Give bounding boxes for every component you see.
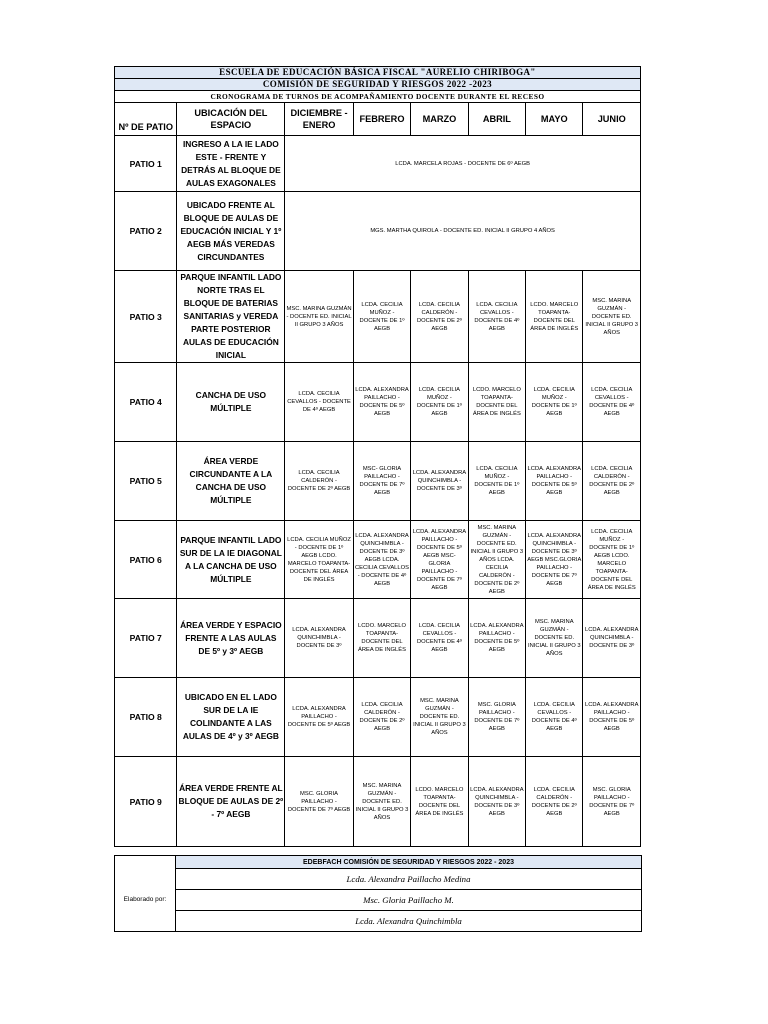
patio-number: PATIO 6 xyxy=(115,521,177,599)
assigned-teacher: MSC. MARINA GUZMÁN - DOCENTE ED. INICIAL II GRUPO 3 AÑOS xyxy=(526,599,583,678)
assigned-teacher: MSC. MARINA GUZMÁN - DOCENTE ED. INICIAL II GRUPO 3 AÑOS xyxy=(583,271,641,363)
commission-title: COMISIÓN DE SEGURIDAD Y RIESGOS 2022 -2023 xyxy=(115,79,641,91)
assigned-teacher: LCDA. CECILIA CEVALLOS - DOCENTE DE 4º AEGB xyxy=(526,678,583,757)
assigned-teacher: LCDA. CECILIA CEVALLOS - DOCENTE DE 4º AEGB xyxy=(285,363,354,442)
location-text: PARQUE INFANTIL LADO NORTE TRAS EL BLOQUE DE BATERIAS SANITARIAS y VEREDA PARTE POSTERIOR AULAS DE EDUCACIÓN INICIAL xyxy=(177,271,285,363)
assigned-teacher: LCDA. CECILIA CALDERÓN - DOCENTE DE 2º AEGB xyxy=(285,442,354,521)
schedule-document xyxy=(114,66,642,847)
location-text: CANCHA DE USO MÚLTIPLE xyxy=(177,363,285,442)
location-text: UBICADO EN EL LADO SUR DE LA IE COLINDANTE A LAS AULAS DE 4º y 3º AEGB xyxy=(177,678,285,757)
assigned-teacher: MSC. MARINA GUZMÁN - DOCENTE ED. INICIAL II GRUPO 3 AÑOS LCDA. CECILIA CALDERÓN - DOCENTE DE 2º AEGB xyxy=(468,521,525,599)
assigned-teacher: MSC. GLORIA PAILLACHO - DOCENTE DE 7º AEGB xyxy=(583,757,641,847)
assigned-teacher: LCDO. MARCELO TOAPANTA- DOCENTE DEL ÁREA DE INGLÉS xyxy=(526,271,583,363)
table-row xyxy=(115,757,641,847)
patio-number: PATIO 3 xyxy=(115,271,177,363)
assigned-teacher: LCDA. CECILIA CEVALLOS - DOCENTE DE 4º AEGB xyxy=(411,599,468,678)
prepared-by-label: Elaborado por: xyxy=(115,869,176,932)
table-row xyxy=(115,136,641,192)
col-dic-ene: DICIEMBRE - ENERO xyxy=(285,103,354,136)
assigned-teacher: LCDA. CECILIA CALDERÓN - DOCENTE DE 2º AEGB xyxy=(353,678,410,757)
location-text: UBICADO FRENTE AL BLOQUE DE AULAS DE EDUCACIÓN INICIAL Y 1º AEGB MÁS VEREDAS CIRCUNDANTES xyxy=(177,192,285,271)
assigned-teacher: LCDA. CECILIA CALDERÓN - DOCENTE DE 2º AEGB xyxy=(583,442,641,521)
footer-title: EDEBFACH COMISIÓN DE SEGURIDAD Y RIESGOS 2022 - 2023 xyxy=(176,856,642,869)
assigned-teacher: LCDA. CECILIA CEVALLOS - DOCENTE DE 4º AEGB xyxy=(468,271,525,363)
assigned-teacher: LCDA. ALEXANDRA QUINCHIMBLA - DOCENTE DE 3º AEGB LCDA. CECILIA CEVALLOS - DOCENTE DE 4º AEGB xyxy=(353,521,410,599)
assigned-teacher: LCDA. ALEXANDRA QUINCHIMBLA - DOCENTE DE 3º AEGB MSC.GLORIA PAILLACHO - DOCENTE DE 7º AEGB xyxy=(526,521,583,599)
table-row xyxy=(115,678,641,757)
location-text: PARQUE INFANTIL LADO SUR DE LA IE DIAGONAL A LA CANCHA DE USO MÚLTIPLE xyxy=(177,521,285,599)
assigned-teacher: LCDA. MARCELA ROJAS - DOCENTE DE 6º AEGB xyxy=(285,136,641,192)
schedule-title: CRONOGRAMA DE TURNOS DE ACOMPAÑAMIENTO DOCENTE DURANTE EL RECESO xyxy=(115,91,641,103)
assigned-teacher: LCDA. ALEXANDRA QUINCHIMBLA - DOCENTE DE 3º xyxy=(583,599,641,678)
assigned-teacher: LCDA. CECILIA CALDERÓN - DOCENTE DE 2º AEGB xyxy=(526,757,583,847)
assigned-teacher: LCDO. MARCELO TOAPANTA- DOCENTE DEL ÁREA DE INGLÉS xyxy=(411,757,468,847)
col-patio: Nº DE PATIO xyxy=(115,103,177,136)
col-feb: FEBRERO xyxy=(353,103,410,136)
location-text: ÁREA VERDE Y ESPACIO FRENTE A LAS AULAS DE 5º y 3º AEGB xyxy=(177,599,285,678)
table-row xyxy=(115,442,641,521)
table-row xyxy=(115,271,641,363)
assigned-teacher: LCDA. CECILIA CALDERÓN - DOCENTE DE 2º AEGB xyxy=(411,271,468,363)
col-abr: ABRIL xyxy=(468,103,525,136)
assigned-teacher: LCDA. CECILIA CEVALLOS - DOCENTE DE 4º AEGB xyxy=(583,363,641,442)
assigned-teacher: LCDA. CECILIA MUÑOZ - DOCENTE DE 1º AEGB xyxy=(353,271,410,363)
assigned-teacher: MSC- GLORIA PAILLACHO - DOCENTE DE 7º AEGB xyxy=(353,442,410,521)
patio-number: PATIO 2 xyxy=(115,192,177,271)
assigned-teacher: LCDA. ALEXANDRA QUINCHIMBLA - DOCENTE DE 3º xyxy=(285,599,354,678)
assigned-teacher: LCDO. MARCELO TOAPANTA- DOCENTE DEL ÁREA DE INGLÉS xyxy=(468,363,525,442)
assigned-teacher: MSC. MARINA GUZMÁN - DOCENTE ED. INICIAL II GRUPO 3 AÑOS xyxy=(411,678,468,757)
assigned-teacher: LCDA. ALEXANDRA PAILLACHO - DOCENTE DE 5º AEGB xyxy=(583,678,641,757)
signature-name: Msc. Gloria Paillacho M. xyxy=(176,890,642,911)
signature-block xyxy=(114,855,642,932)
assigned-teacher: MGS. MARTHA QUIROLA - DOCENTE ED. INICIAL II GRUPO 4 AÑOS xyxy=(285,192,641,271)
patio-number: PATIO 5 xyxy=(115,442,177,521)
location-text: ÁREA VERDE FRENTE AL BLOQUE DE AULAS DE 2º - 7º AEGB xyxy=(177,757,285,847)
assigned-teacher: LCDA. CECILIA MUÑOZ - DOCENTE DE 1º AEGB LCDO. MARCELO TOAPANTA- DOCENTE DEL ÁREA DE INGLÉS xyxy=(285,521,354,599)
assigned-teacher: LCDA. ALEXANDRA PAILLACHO - DOCENTE DE 5º AEGB xyxy=(526,442,583,521)
table-row xyxy=(115,192,641,271)
location-text: INGRESO A LA IE LADO ESTE - FRENTE Y DETRÁS AL BLOQUE DE AULAS EXAGONALES xyxy=(177,136,285,192)
table-row xyxy=(115,521,641,599)
col-mar: MARZO xyxy=(411,103,468,136)
assigned-teacher: LCDA. ALEXANDRA PAILLACHO - DOCENTE DE 5º AEGB xyxy=(353,363,410,442)
document-header xyxy=(114,66,641,103)
assigned-teacher: MSC. GLORIA PAILLACHO - DOCENTE DE 7º AEGB xyxy=(468,678,525,757)
patio-number: PATIO 4 xyxy=(115,363,177,442)
table-row xyxy=(115,599,641,678)
schedule-table xyxy=(114,102,641,847)
col-jun: JUNIO xyxy=(583,103,641,136)
school-name: ESCUELA DE EDUCACIÓN BÁSICA FISCAL "AURELIO CHIRIBOGA" xyxy=(115,67,641,79)
assigned-teacher: LCDO. MARCELO TOAPANTA- DOCENTE DEL ÁREA DE INGLÉS xyxy=(353,599,410,678)
assigned-teacher: MSC. GLORIA PAILLACHO - DOCENTE DE 7º AEGB xyxy=(285,757,354,847)
signature-name: Lcda. Alexandra Quinchimbla xyxy=(176,911,642,932)
assigned-teacher: LCDA. CECILIA MUÑOZ - DOCENTE DE 1º AEGB xyxy=(468,442,525,521)
patio-number: PATIO 8 xyxy=(115,678,177,757)
patio-number: PATIO 1 xyxy=(115,136,177,192)
assigned-teacher: LCDA. ALEXANDRA QUINCHIMBLA - DOCENTE DE 3º xyxy=(411,442,468,521)
patio-number: PATIO 9 xyxy=(115,757,177,847)
assigned-teacher: LCDA. CECILIA MUÑOZ - DOCENTE DE 1º AEGB xyxy=(526,363,583,442)
patio-number: PATIO 7 xyxy=(115,599,177,678)
assigned-teacher: LCDA. ALEXANDRA PAILLACHO - DOCENTE DE 5º AEGB xyxy=(468,599,525,678)
signature-name: Lcda. Alexandra Paillacho Medina xyxy=(176,869,642,890)
assigned-teacher: LCDA. ALEXANDRA PAILLACHO - DOCENTE DE 5º AEGB MSC- GLORIA PAILLACHO - DOCENTE DE 7º AEGB xyxy=(411,521,468,599)
col-may: MAYO xyxy=(526,103,583,136)
assigned-teacher: LCDA. CECILIA MUÑOZ - DOCENTE DE 1º AEGB LCDO. MARCELO TOAPANTA- DOCENTE DEL ÁREA DE INGLÉS xyxy=(583,521,641,599)
assigned-teacher: MSC. MARINA GUZMÁN - DOCENTE ED. INICIAL II GRUPO 3 AÑOS xyxy=(285,271,354,363)
column-header-row xyxy=(115,103,641,136)
assigned-teacher: LCDA. ALEXANDRA QUINCHIMBLA - DOCENTE DE 3º AEGB xyxy=(468,757,525,847)
assigned-teacher: LCDA. CECILIA MUÑOZ - DOCENTE DE 1º AEGB xyxy=(411,363,468,442)
location-text: ÁREA VERDE CIRCUNDANTE A LA CANCHA DE USO MÚLTIPLE xyxy=(177,442,285,521)
assigned-teacher: MSC. MARINA GUZMÁN - DOCENTE ED. INICIAL II GRUPO 3 AÑOS xyxy=(353,757,410,847)
col-location: UBICACIÓN DEL ESPACIO xyxy=(177,103,285,136)
table-row xyxy=(115,363,641,442)
assigned-teacher: LCDA. ALEXANDRA PAILLACHO - DOCENTE DE 5º AEGB xyxy=(285,678,354,757)
